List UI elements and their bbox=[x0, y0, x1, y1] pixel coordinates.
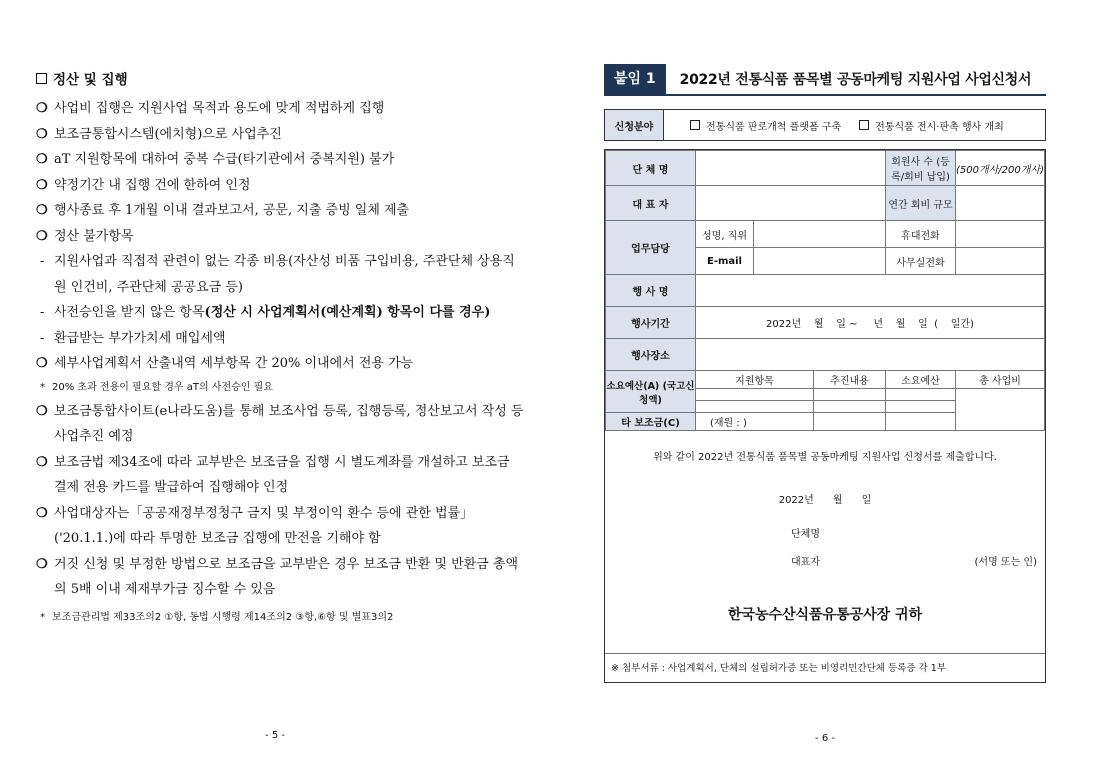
budget-col-item: 지원항목 bbox=[696, 371, 814, 389]
bullet-item bbox=[36, 96, 526, 122]
event-name-input[interactable] bbox=[696, 275, 1045, 307]
applicant-org-line: 단체명 bbox=[791, 529, 820, 540]
note-mark: * bbox=[40, 381, 45, 393]
bullet-item bbox=[36, 224, 526, 250]
budget-label: 소요예산(A) (국고신청액) bbox=[606, 371, 696, 413]
manager-label: 업무담당 bbox=[606, 221, 696, 275]
page-number: - 6 - bbox=[815, 733, 835, 744]
declaration-text: 위와 같이 2022년 전통식품 품목별 공동마케팅 지원사업 신청서를 제출합니다. bbox=[653, 452, 997, 463]
bullet-item bbox=[36, 173, 526, 199]
bullet-text: 사업비 집행은 지원사업 목적과 용도에 맞게 적법하게 집행 bbox=[54, 101, 385, 116]
addressee: 한국농수산식품유통공사장 귀하 bbox=[727, 607, 923, 623]
bullet-mark: ❍ bbox=[36, 228, 48, 244]
subsidy-cell[interactable] bbox=[814, 413, 886, 431]
budget-cell[interactable] bbox=[814, 401, 886, 413]
bullet-text: 세부사업계획서 산출내역 세부항목 간 20% 이내에서 전용 가능 bbox=[54, 356, 414, 371]
bullet-mark: ❍ bbox=[36, 454, 48, 470]
page-number: - 5 - bbox=[265, 730, 285, 741]
event-place-label: 행사장소 bbox=[606, 339, 696, 371]
note-mark: * bbox=[40, 611, 45, 623]
bullet-item bbox=[36, 450, 526, 501]
budget-cell[interactable] bbox=[696, 401, 814, 413]
mobile-label: 휴대전화 bbox=[886, 221, 956, 248]
budget-col-content: 추진내용 bbox=[814, 371, 886, 389]
name-pos-input[interactable] bbox=[754, 221, 886, 248]
section-heading bbox=[36, 68, 526, 88]
sub-mark: - bbox=[40, 305, 45, 320]
member-count-label: 회원사 수 (등록/회비 납입) bbox=[886, 151, 956, 186]
note-text: 20% 초과 전용이 필요할 경우 aT의 사전승인 필요 bbox=[52, 381, 273, 393]
office-phone-input[interactable] bbox=[956, 248, 1045, 275]
budget-cell[interactable] bbox=[886, 389, 956, 401]
sub-item bbox=[36, 326, 526, 352]
event-period-label: 행사기간 bbox=[606, 307, 696, 339]
bullet-item bbox=[36, 351, 526, 377]
attachment-note: ※ 첨부서류 : 사업계획서, 단체의 설립허가증 또는 비영리민간단체 등록증 각 1부 bbox=[605, 653, 1045, 683]
bullet-text: 약정기간 내 집행 건에 한하여 인정 bbox=[54, 177, 251, 193]
mobile-input[interactable] bbox=[956, 221, 1045, 248]
sub-item bbox=[36, 249, 526, 300]
bullet-text: 정산 불가항목 bbox=[54, 228, 134, 244]
option-label: 전통식품 전시·판촉 행사 개최 bbox=[875, 121, 1004, 133]
sub-text-bold: (정산 시 사업계획서(예산계획) 항목이 다를 경우) bbox=[204, 305, 491, 320]
sub-text-part: 사전승인을 받지 않은 항목 bbox=[54, 305, 205, 320]
application-form bbox=[604, 149, 1046, 683]
annual-fee-label: 연간 회비 규모 bbox=[886, 186, 956, 221]
checkbox-icon[interactable] bbox=[690, 120, 700, 130]
annual-fee-input[interactable] bbox=[956, 186, 1045, 221]
signature-note: (서명 또는 인) bbox=[974, 557, 1037, 568]
bullet-mark: ❍ bbox=[36, 203, 48, 218]
sub-mark: - bbox=[40, 254, 45, 269]
declaration-date: 2022년 월 일 bbox=[778, 495, 872, 506]
org-name-label: 단 체 명 bbox=[606, 151, 696, 186]
checkbox-icon[interactable] bbox=[859, 120, 869, 130]
application-field bbox=[604, 109, 1046, 141]
budget-cell[interactable] bbox=[814, 389, 886, 401]
bullet-text: 보조금통합사이트(e나라도움)를 통해 보조사업 등록, 집행등록, 정산보고서 작성 등 사업추진 예정 bbox=[54, 403, 524, 444]
bullet-item bbox=[36, 122, 526, 148]
bullet-item bbox=[36, 552, 526, 603]
event-name-label: 행 사 명 bbox=[606, 275, 696, 307]
bullet-mark: ❍ bbox=[36, 126, 48, 142]
bullet-mark: ❍ bbox=[36, 356, 48, 371]
square-bullet-icon bbox=[36, 73, 47, 84]
event-place-input[interactable] bbox=[696, 339, 1045, 371]
note-item bbox=[36, 377, 526, 399]
form-title-row bbox=[604, 64, 1046, 96]
bullet-item bbox=[36, 147, 526, 173]
bullet-text: aT 지원항목에 대하여 중복 수급(타기관에서 중복지원) 불가 bbox=[54, 152, 395, 167]
sub-mark: - bbox=[40, 330, 45, 346]
rep-input[interactable] bbox=[696, 186, 886, 221]
bullet-mark: ❍ bbox=[36, 556, 48, 572]
office-phone-label: 사무실전화 bbox=[886, 248, 956, 275]
bullet-mark: ❍ bbox=[36, 101, 48, 116]
settlement-section bbox=[36, 68, 526, 629]
bullet-item bbox=[36, 501, 526, 552]
bullet-mark: ❍ bbox=[36, 152, 48, 167]
sub-text: 지원사업과 직접적 관련이 없는 각종 비용(자산성 비품 구입비용, 주관단체 상용직원 인건비, 주관단체 공공요금 등) bbox=[54, 254, 515, 295]
bullet-item bbox=[36, 399, 526, 450]
subsidy-cell[interactable] bbox=[886, 413, 956, 431]
rep-label: 대 표 자 bbox=[606, 186, 696, 221]
option-label: 전통식품 판로개척 플랫폼 구축 bbox=[706, 121, 842, 133]
total-budget-cell[interactable] bbox=[956, 389, 1045, 431]
sub-text: 환급받는 부가가치세 매입세액 bbox=[54, 330, 226, 346]
attachment-badge: 붙임 1 bbox=[604, 64, 666, 94]
budget-col-total: 총 사업비 bbox=[956, 371, 1045, 389]
bullet-text: 행사종료 후 1개월 이내 결과보고서, 공문, 지출 증빙 일체 제출 bbox=[54, 203, 410, 218]
budget-col-amount: 소요예산 bbox=[886, 371, 956, 389]
applicant-rep-line: 대표자 bbox=[791, 557, 820, 568]
section-heading-text: 정산 및 집행 bbox=[53, 72, 128, 88]
option-exhibition[interactable] bbox=[859, 118, 1004, 133]
budget-cell[interactable] bbox=[696, 389, 814, 401]
bullet-text: 거짓 신청 및 부정한 방법으로 보조금을 교부받은 경우 보조금 반환 및 반환금 총액의 5배 이내 제재부가금 징수할 수 있음 bbox=[54, 556, 519, 597]
event-period-value[interactable]: 2022년 월 일 ~ 년 월 일 ( 일간) bbox=[696, 307, 1045, 339]
sub-item bbox=[36, 300, 526, 326]
subsidy-source[interactable]: (재원 : ) bbox=[696, 413, 814, 431]
form-table bbox=[605, 150, 1045, 431]
email-label: E-mail bbox=[696, 248, 754, 275]
form-title: 2022년 전통식품 품목별 공동마케팅 지원사업 사업신청서 bbox=[679, 72, 1032, 88]
note-text: 보조금관리법 제33조의2 ①항, 동법 시행령 제14조의2 ③항,⑥항 및 별표3의2 bbox=[52, 611, 394, 623]
sub-text bbox=[54, 300, 526, 326]
bullet-item bbox=[36, 198, 526, 224]
field-label: 신청분야 bbox=[605, 110, 664, 140]
bullet-text: 사업대상자는「공공재정부정청구 금지 및 부정이익 환수 등에 관한 법률」('20.1.1.)에 따라 투명한 보조금 집행에 만전을 기해야 함 bbox=[54, 505, 474, 546]
note-item bbox=[36, 607, 526, 629]
option-platform[interactable] bbox=[690, 118, 841, 133]
org-name-input[interactable] bbox=[696, 151, 886, 186]
other-subsidy-label: 타 보조금(C) bbox=[606, 413, 696, 431]
right-page bbox=[550, 0, 1100, 778]
bullet-mark: ❍ bbox=[36, 505, 48, 521]
name-pos-label: 성명, 직위 bbox=[696, 221, 754, 248]
budget-cell[interactable] bbox=[886, 401, 956, 413]
bullet-text: 보조금법 제34조에 따라 교부받은 보조금을 집행 시 별도계좌를 개설하고 보조금 결제 전용 카드를 발급하여 집행해야 인정 bbox=[54, 454, 510, 495]
member-count-hint[interactable]: (500개사/200개사) bbox=[956, 151, 1045, 186]
bullet-mark: ❍ bbox=[36, 177, 48, 193]
bullet-mark: ❍ bbox=[36, 403, 48, 419]
email-input[interactable] bbox=[754, 248, 886, 275]
bullet-text: 보조금통합시스템(에치형)으로 사업추진 bbox=[54, 126, 282, 142]
